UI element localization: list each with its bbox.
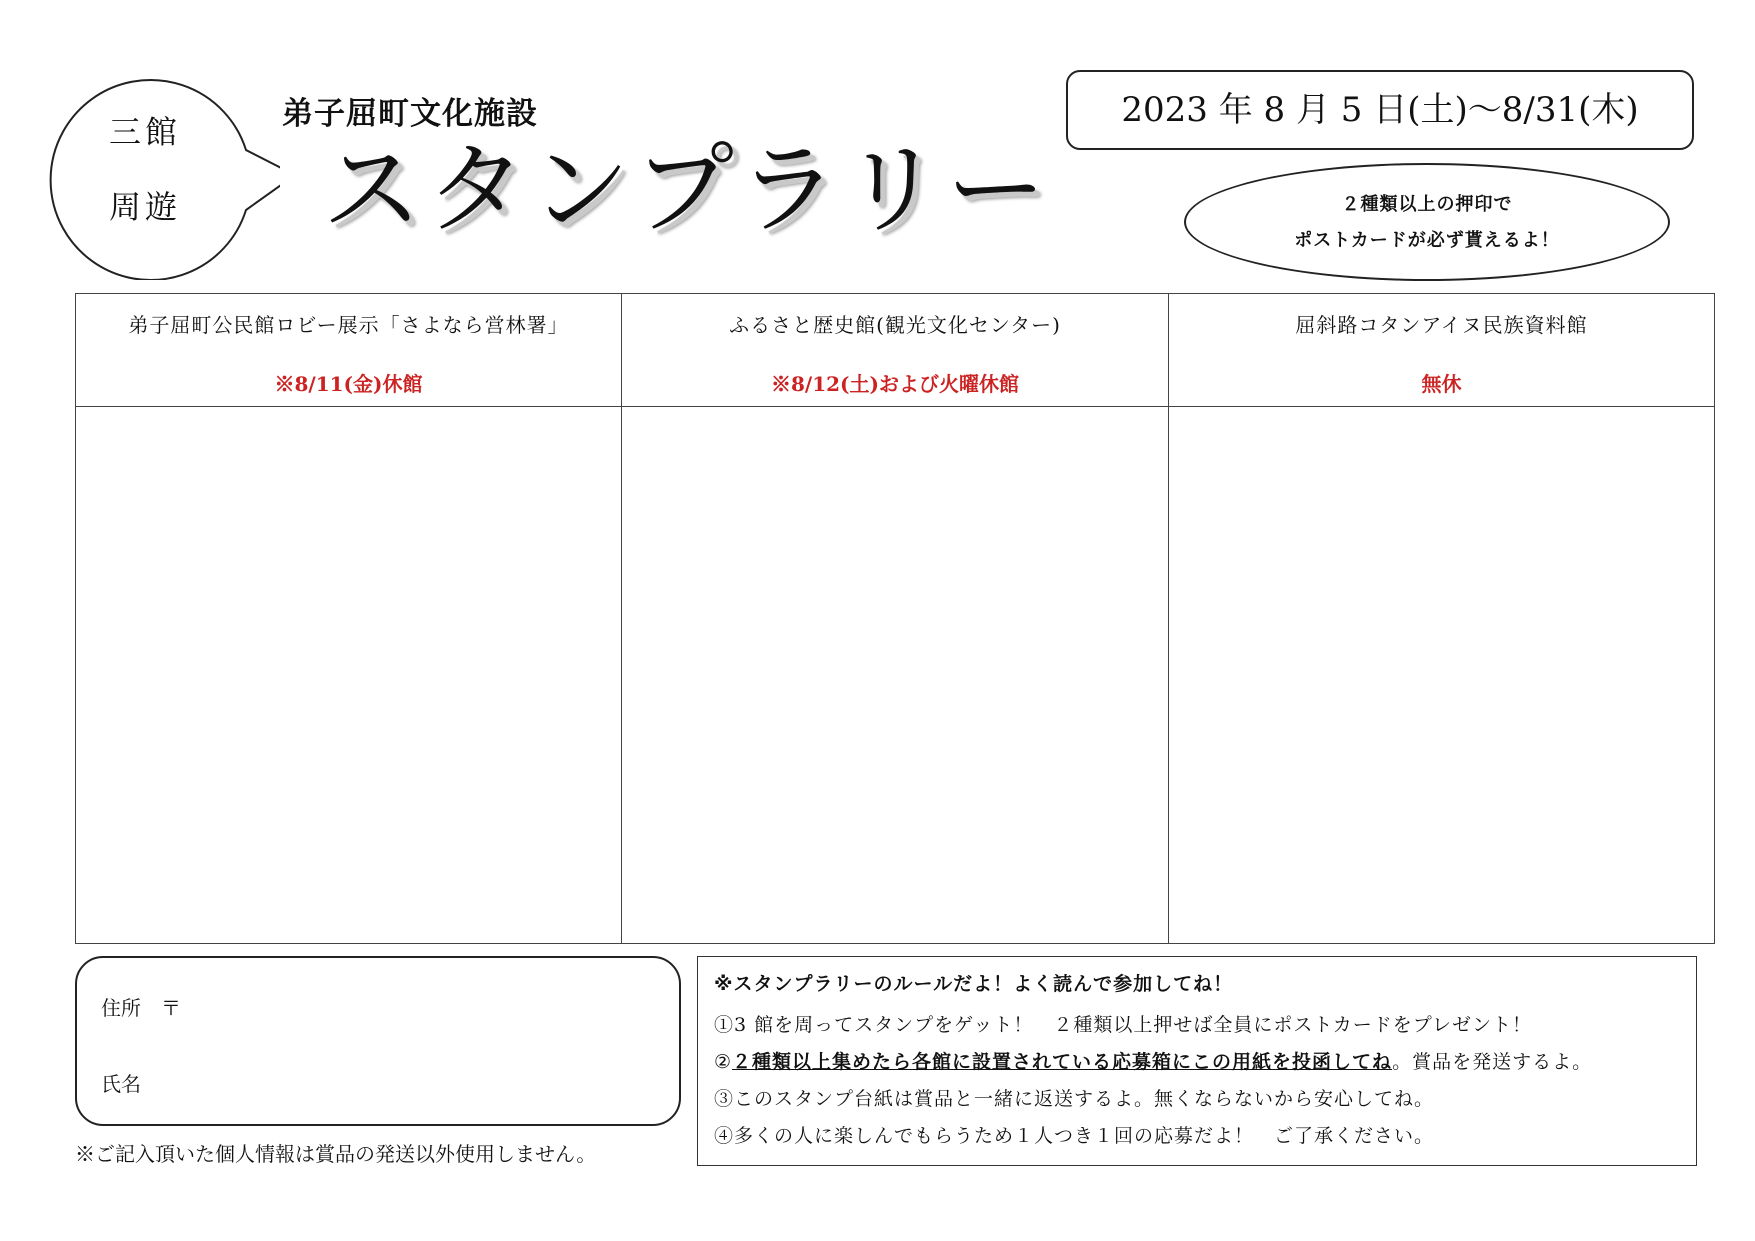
address-form-box <box>75 956 681 1126</box>
venue-header <box>622 294 1168 407</box>
rule-2-number: ② <box>714 1051 733 1073</box>
badge-line-1: ２種類以上の押印で <box>1341 194 1513 215</box>
venue-name: ふるさと歴史館(観光文化センター) <box>729 313 1061 337</box>
venue-column-rekishikan <box>622 294 1169 943</box>
badge-line-2: ポストカードが必ず貰えるよ！ <box>1294 230 1560 251</box>
page-title: スタンプラリー <box>322 131 1050 248</box>
venue-name: 屈斜路コタンアイヌ民族資料館 <box>1295 313 1588 337</box>
venue-closing-note: 無休 <box>1421 372 1462 396</box>
rule-1: ①3 館を周ってスタンプをゲット！ ２種類以上押せば全員にポストカードをプレゼント！ <box>714 1014 1533 1036</box>
bubble-line-2: 周遊 <box>108 188 181 226</box>
venue-header <box>76 294 621 407</box>
privacy-note: ※ご記入頂いた個人情報は賞品の発送以外使用しません。 <box>75 1142 597 1166</box>
venue-name: 弟子屈町公民館ロビー展示「さよなら営林署」 <box>128 313 569 337</box>
bubble-text <box>90 95 200 245</box>
name-field[interactable]: 氏名 <box>101 1072 141 1096</box>
rule-4: ④多くの人に楽しんでもらうため１人つき１回の応募だよ！ ご了承ください。 <box>714 1125 1435 1147</box>
venue-column-kominkan <box>76 294 622 943</box>
venue-column-kotan <box>1169 294 1714 943</box>
rules-title: ※スタンプラリーのルールだよ！よく読んで参加してね！ <box>714 973 1234 995</box>
rule-2-emphasis: ２種類以上集めたら各館に設置されている応募箱にこの用紙を投函してね <box>732 1051 1393 1073</box>
event-period: 2023 年 8 月 5 日(土)～8/31(木) <box>1066 70 1694 150</box>
address-field[interactable]: 住所 〒 <box>101 996 181 1020</box>
rule-2-suffix: 。賞品を発送するよ。 <box>1392 1051 1593 1073</box>
bubble-line-1: 三館 <box>108 113 181 151</box>
venue-closing-note: ※8/11(金)休館 <box>274 372 423 396</box>
subtitle: 弟子屈町文化施設 <box>282 96 538 132</box>
rules-box <box>697 956 1697 1166</box>
stamp-table <box>75 293 1715 944</box>
postcard-badge <box>1184 163 1670 281</box>
venue-closing-note: ※8/12(土)および火曜休館 <box>771 372 1019 396</box>
rule-2 <box>714 1044 1680 1081</box>
venue-header <box>1169 294 1714 407</box>
rule-3: ③このスタンプ台紙は賞品と一緒に返送するよ。無くならないから安心してね。 <box>714 1088 1435 1110</box>
